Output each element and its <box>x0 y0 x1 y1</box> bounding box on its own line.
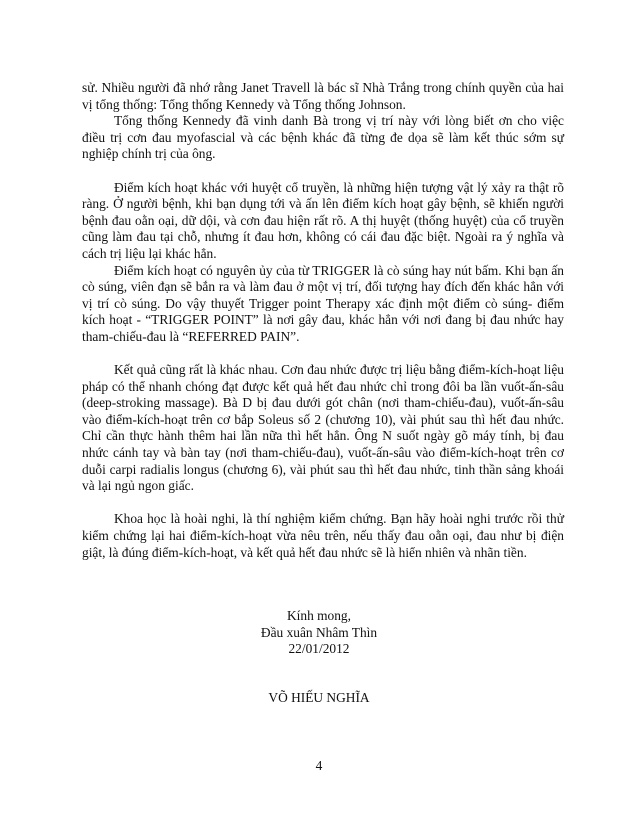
closing-occasion: Đầu xuân Nhâm Thìn <box>260 624 378 640</box>
closing-date: 22/01/2012 <box>288 641 350 657</box>
document-body <box>82 80 564 561</box>
paragraph-4: Điểm kích hoạt có nguyên ủy của từ TRIGGER là cò súng hay nút bấm. Khi bạn ấn cò súng, viên đạn sẽ bắn ra và làm đau ở một vị trí, đối tượng hay đích đến khác hẳn với vị trí cò súng. Do vậy thuyết Trigger point Therapy xác định một điểm cò súng- điểm kích hoạt - “TRIGGER POINT” là nơi gây đau, khác hẳn với nơi đang bị đau nhức hay tham-chiếu-đau là “REFERRED PAIN”. <box>82 262 564 344</box>
paragraph-5: Kết quả cũng rất là khác nhau. Cơn đau nhức được trị liệu bằng điểm-kích-hoạt liệu pháp có thể nhanh chóng đạt được kết quả hết đau nhức chỉ trong đôi ba lần vuốt-ấn-sâu (deep-stroking massage). Bà D bị đau dưới gót chân (nơi tham-chiếu-đau), vuốt-ấn-sâu vào điểm-kích-hoạt trên cơ bắp Soleus số 2 (chương 10), vài phút sau thì hết đau nhức. Chỉ cần thực hành thêm hai lần nữa thì hết hẳn. Ông N suốt ngày gõ máy tính, bị đau nhức cánh tay và bàn tay (nơi tham-chiếu-đau), vuốt-ấn-sâu vào điểm-kích-hoạt trên cơ duỗi carpi radialis longus (chương 6), vài phút sau thì hết đau nhức, tinh thần sảng khoái và lại ngủ ngon giấc. <box>82 362 564 494</box>
paragraph-1: sử. Nhiều người đã nhớ rằng Janet Travell là bác sĩ Nhà Trắng trong chính quyền của hai vị tổng thống: Tổng thống Kennedy và Tổng thống Johnson. <box>82 80 564 112</box>
page-number: 4 <box>315 758 323 773</box>
paragraph-3: Điểm kích hoạt khác với huyệt cổ truyền, là những hiện tượng vật lý xảy ra thật rõ ràng. Ở người bệnh, khi bạn dụng tới và ấn lên điểm kích hoạt gây bệnh, sẽ khiến người bệnh đau oằn oại, dữ dội, và cơn đau hiện rất rõ. A thị huyệt (thống huyệt) của cổ truyền cũng làm đau tại chỗ, nhưng ít đau hơn, không có cái đau đặc biệt. Ngoài ra ý nghĩa và cách trị liệu lại khác hẳn. <box>82 179 564 261</box>
closing-salutation: Kính mong, <box>287 608 351 623</box>
paragraph-2: Tổng thống Kennedy đã vinh danh Bà trong vị trí này với lòng biết ơn cho việc điều trị cơn đau myofascial và các bệnh khác đã từng đe dọa sẽ làm kết thúc sớm sự nghiệp chính trị của ông. <box>82 113 564 162</box>
author-signature: VÕ HIẾU NGHĨA <box>268 690 370 705</box>
paragraph-6: Khoa học là hoài nghi, là thí nghiệm kiểm chứng. Bạn hãy hoài nghi trước rồi thử kiểm chứng lại hai điểm-kích-hoạt vừa nêu trên, nếu thấy đau oằn oại, đau như bị điện giật, là đúng điểm-kích-hoạt, và kết quả hết đau nhức sẽ là hiển nhiên và nhãn tiền. <box>82 511 564 560</box>
closing-block <box>0 608 638 658</box>
